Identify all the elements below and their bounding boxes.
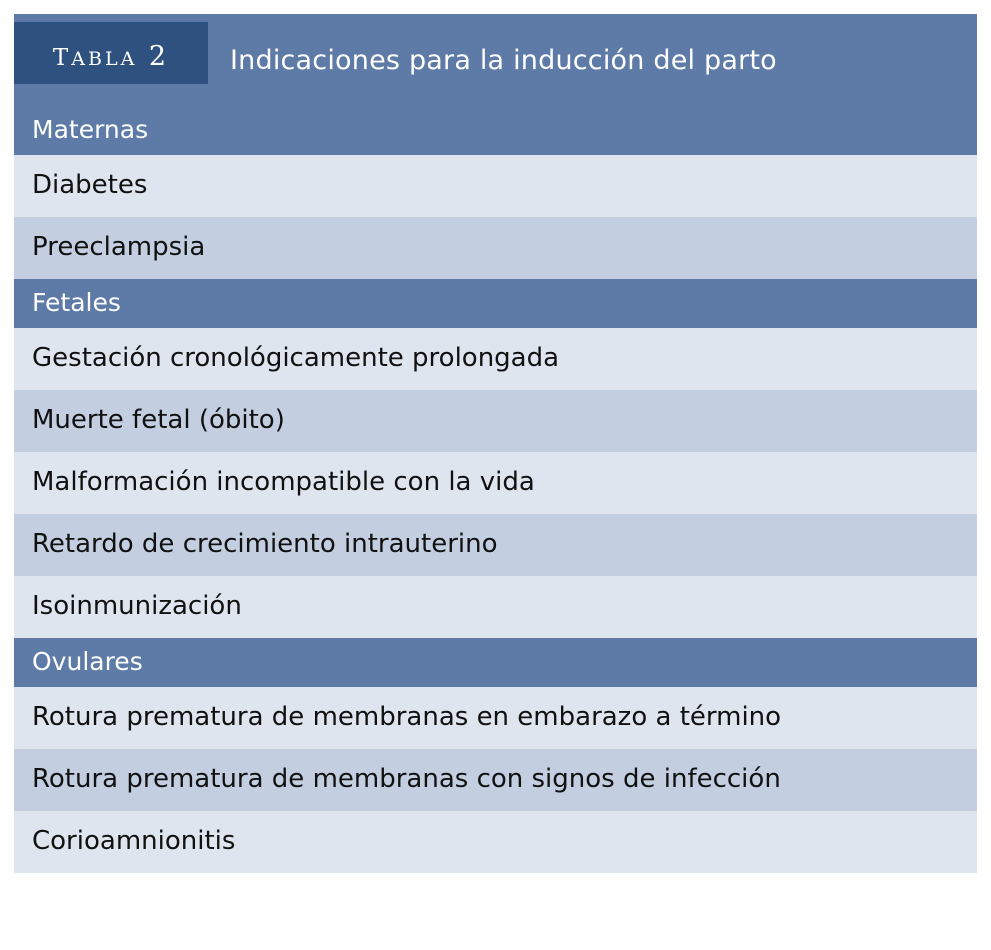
item-label: Gestación cronológicamente prolongada	[14, 328, 977, 390]
item-label: Diabetes	[14, 155, 977, 217]
table-title: Indicaciones para la inducción del parto	[230, 44, 777, 76]
item-label: Rotura prematura de membranas en embarazo a término	[14, 687, 977, 749]
table-row	[14, 576, 977, 638]
table-header-inner	[14, 14, 977, 106]
item-label: Preeclampsia	[14, 217, 977, 279]
table-row	[14, 749, 977, 811]
table-row	[14, 687, 977, 749]
section-row	[14, 638, 977, 687]
item-label: Isoinmunización	[14, 576, 977, 638]
section-label: Maternas	[14, 106, 977, 155]
table-row	[14, 155, 977, 217]
table-row	[14, 811, 977, 873]
table-row	[14, 452, 977, 514]
table-body	[14, 14, 977, 873]
section-label: Fetales	[14, 279, 977, 328]
section-label: Ovulares	[14, 638, 977, 687]
table-row	[14, 328, 977, 390]
section-row	[14, 279, 977, 328]
item-label: Retardo de crecimiento intrauterino	[14, 514, 977, 576]
table-number-badge	[14, 22, 208, 84]
item-label: Corioamnionitis	[14, 811, 977, 873]
item-label: Malformación incompatible con la vida	[14, 452, 977, 514]
section-row	[14, 106, 977, 155]
table-row	[14, 514, 977, 576]
item-label: Rotura prematura de membranas con signos de infección	[14, 749, 977, 811]
table-header-cell	[14, 14, 977, 106]
table-number-label: tabla 2	[52, 33, 170, 73]
indications-table	[14, 14, 977, 873]
item-label: Muerte fetal (óbito)	[14, 390, 977, 452]
table-header-row	[14, 14, 977, 106]
table-row	[14, 390, 977, 452]
table-row	[14, 217, 977, 279]
